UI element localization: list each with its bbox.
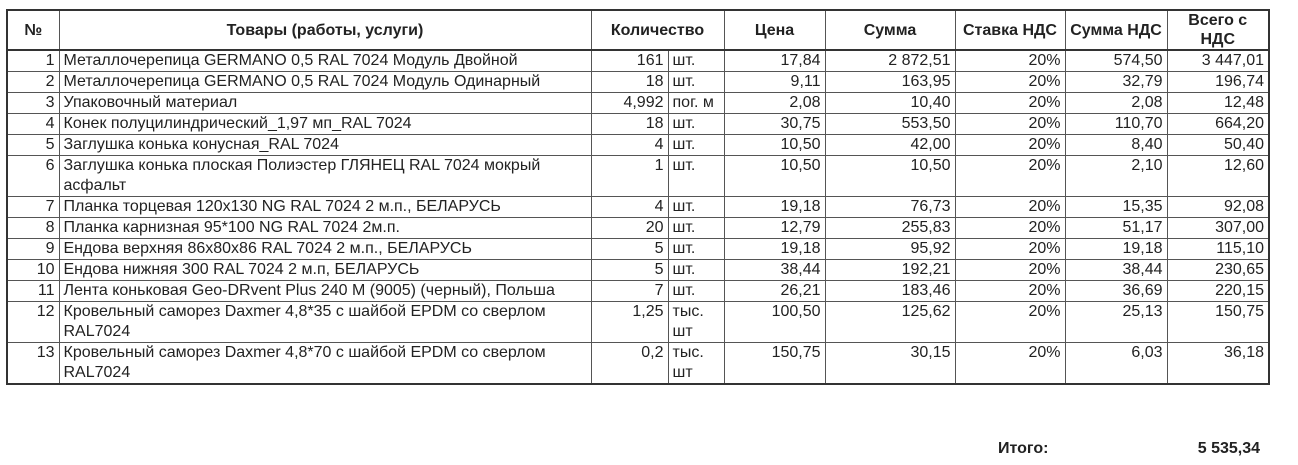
table-row xyxy=(7,239,1269,260)
cell-row-number: 8 xyxy=(7,218,59,239)
cell-product-name: Лента коньковая Geo-DRvent Plus 240 M (9005) (черный), Польша xyxy=(59,281,591,302)
cell-unit: тыс. шт xyxy=(668,302,724,343)
table-row xyxy=(7,50,1269,72)
grand-total-label: Итого: xyxy=(998,440,1049,457)
cell-total-with-vat: 12,48 xyxy=(1167,93,1269,114)
cell-vat-amount: 110,70 xyxy=(1065,114,1167,135)
cell-row-number: 10 xyxy=(7,260,59,281)
cell-vat-rate: 20% xyxy=(955,343,1065,385)
cell-price: 17,84 xyxy=(724,50,825,72)
cell-quantity: 1,25 xyxy=(591,302,668,343)
cell-unit: шт. xyxy=(668,72,724,93)
cell-price: 100,50 xyxy=(724,302,825,343)
cell-total-with-vat: 12,60 xyxy=(1167,156,1269,197)
cell-sum: 255,83 xyxy=(825,218,955,239)
cell-sum: 553,50 xyxy=(825,114,955,135)
cell-product-name: Заглушка конька плоская Полиэстер ГЛЯНЕЦ RAL 7024 мокрый асфальт xyxy=(59,156,591,197)
cell-unit: тыс. шт xyxy=(668,343,724,385)
cell-total-with-vat: 307,00 xyxy=(1167,218,1269,239)
cell-sum: 76,73 xyxy=(825,197,955,218)
cell-vat-amount: 574,50 xyxy=(1065,50,1167,72)
cell-price: 12,79 xyxy=(724,218,825,239)
cell-total-with-vat: 664,20 xyxy=(1167,114,1269,135)
cell-sum: 192,21 xyxy=(825,260,955,281)
cell-vat-rate: 20% xyxy=(955,135,1065,156)
cell-row-number: 13 xyxy=(7,343,59,385)
cell-row-number: 12 xyxy=(7,302,59,343)
cell-vat-rate: 20% xyxy=(955,197,1065,218)
grand-total-row xyxy=(0,438,1298,460)
cell-quantity: 20 xyxy=(591,218,668,239)
cell-unit: шт. xyxy=(668,260,724,281)
cell-quantity: 1 xyxy=(591,156,668,197)
table-row xyxy=(7,197,1269,218)
header-total: Всего с НДС xyxy=(1167,10,1269,50)
table-row xyxy=(7,260,1269,281)
table-row xyxy=(7,114,1269,135)
cell-row-number: 7 xyxy=(7,197,59,218)
table-row xyxy=(7,281,1269,302)
table-row xyxy=(7,135,1269,156)
cell-quantity: 5 xyxy=(591,239,668,260)
cell-price: 10,50 xyxy=(724,156,825,197)
cell-vat-rate: 20% xyxy=(955,218,1065,239)
cell-unit: шт. xyxy=(668,114,724,135)
cell-vat-amount: 51,17 xyxy=(1065,218,1167,239)
cell-quantity: 4 xyxy=(591,197,668,218)
cell-sum: 125,62 xyxy=(825,302,955,343)
cell-total-with-vat: 230,65 xyxy=(1167,260,1269,281)
table-row xyxy=(7,93,1269,114)
cell-unit: шт. xyxy=(668,218,724,239)
cell-product-name: Заглушка конька конусная_RAL 7024 xyxy=(59,135,591,156)
cell-quantity: 7 xyxy=(591,281,668,302)
table-row xyxy=(7,156,1269,197)
cell-product-name: Конек полуцилиндрический_1,97 мп_RAL 7024 xyxy=(59,114,591,135)
cell-product-name: Кровельный саморез Daxmer 4,8*70 с шайбой EPDM со сверлом RAL7024 xyxy=(59,343,591,385)
grand-total-value: 5 535,34 xyxy=(1197,440,1260,457)
cell-quantity: 0,2 xyxy=(591,343,668,385)
cell-vat-rate: 20% xyxy=(955,281,1065,302)
cell-vat-amount: 8,40 xyxy=(1065,135,1167,156)
cell-vat-rate: 20% xyxy=(955,260,1065,281)
cell-unit: шт. xyxy=(668,197,724,218)
cell-vat-amount: 15,35 xyxy=(1065,197,1167,218)
cell-vat-rate: 20% xyxy=(955,156,1065,197)
cell-sum: 2 872,51 xyxy=(825,50,955,72)
cell-row-number: 5 xyxy=(7,135,59,156)
cell-quantity: 4,992 xyxy=(591,93,668,114)
cell-quantity: 4 xyxy=(591,135,668,156)
cell-product-name: Планка карнизная 95*100 NG RAL 7024 2м.п. xyxy=(59,218,591,239)
cell-price: 38,44 xyxy=(724,260,825,281)
cell-vat-rate: 20% xyxy=(955,72,1065,93)
cell-unit: шт. xyxy=(668,239,724,260)
cell-unit: шт. xyxy=(668,281,724,302)
table-row xyxy=(7,218,1269,239)
cell-total-with-vat: 220,15 xyxy=(1167,281,1269,302)
cell-quantity: 5 xyxy=(591,260,668,281)
cell-price: 2,08 xyxy=(724,93,825,114)
invoice-table xyxy=(6,9,1270,385)
cell-product-name: Металлочерепица GERMANO 0,5 RAL 7024 Модуль Одинарный xyxy=(59,72,591,93)
header-vat: Сумма НДС xyxy=(1065,10,1167,50)
cell-total-with-vat: 115,10 xyxy=(1167,239,1269,260)
cell-unit: шт. xyxy=(668,135,724,156)
cell-price: 10,50 xyxy=(724,135,825,156)
cell-vat-rate: 20% xyxy=(955,114,1065,135)
cell-total-with-vat: 92,08 xyxy=(1167,197,1269,218)
cell-total-with-vat: 196,74 xyxy=(1167,72,1269,93)
cell-sum: 10,40 xyxy=(825,93,955,114)
cell-quantity: 18 xyxy=(591,72,668,93)
header-price: Цена xyxy=(724,10,825,50)
cell-product-name: Ендова верхняя 86x80x86 RAL 7024 2 м.п., БЕЛАРУСЬ xyxy=(59,239,591,260)
table-header-row xyxy=(7,10,1269,50)
cell-quantity: 161 xyxy=(591,50,668,72)
cell-product-name: Ендова нижняя 300 RAL 7024 2 м.п, БЕЛАРУСЬ xyxy=(59,260,591,281)
cell-row-number: 4 xyxy=(7,114,59,135)
cell-sum: 30,15 xyxy=(825,343,955,385)
header-rate: Ставка НДС xyxy=(955,10,1065,50)
cell-vat-amount: 6,03 xyxy=(1065,343,1167,385)
cell-total-with-vat: 36,18 xyxy=(1167,343,1269,385)
cell-row-number: 2 xyxy=(7,72,59,93)
cell-row-number: 1 xyxy=(7,50,59,72)
cell-total-with-vat: 3 447,01 xyxy=(1167,50,1269,72)
cell-vat-amount: 19,18 xyxy=(1065,239,1167,260)
cell-quantity: 18 xyxy=(591,114,668,135)
cell-product-name: Кровельный саморез Daxmer 4,8*35 с шайбой EPDM со сверлом RAL7024 xyxy=(59,302,591,343)
cell-price: 19,18 xyxy=(724,197,825,218)
cell-vat-rate: 20% xyxy=(955,239,1065,260)
cell-sum: 163,95 xyxy=(825,72,955,93)
cell-total-with-vat: 50,40 xyxy=(1167,135,1269,156)
cell-unit: шт. xyxy=(668,156,724,197)
cell-row-number: 11 xyxy=(7,281,59,302)
cell-vat-amount: 36,69 xyxy=(1065,281,1167,302)
header-qty: Количество xyxy=(591,10,724,50)
cell-vat-amount: 2,10 xyxy=(1065,156,1167,197)
cell-price: 30,75 xyxy=(724,114,825,135)
cell-row-number: 6 xyxy=(7,156,59,197)
cell-product-name: Планка торцевая 120x130 NG RAL 7024 2 м.п., БЕЛАРУСЬ xyxy=(59,197,591,218)
cell-sum: 10,50 xyxy=(825,156,955,197)
cell-vat-amount: 2,08 xyxy=(1065,93,1167,114)
cell-price: 26,21 xyxy=(724,281,825,302)
cell-vat-amount: 32,79 xyxy=(1065,72,1167,93)
cell-vat-rate: 20% xyxy=(955,93,1065,114)
header-sum: Сумма xyxy=(825,10,955,50)
cell-vat-amount: 38,44 xyxy=(1065,260,1167,281)
cell-product-name: Упаковочный материал xyxy=(59,93,591,114)
cell-product-name: Металлочерепица GERMANO 0,5 RAL 7024 Модуль Двойной xyxy=(59,50,591,72)
cell-vat-rate: 20% xyxy=(955,302,1065,343)
cell-unit: пог. м xyxy=(668,93,724,114)
cell-sum: 95,92 xyxy=(825,239,955,260)
cell-unit: шт. xyxy=(668,50,724,72)
cell-price: 19,18 xyxy=(724,239,825,260)
cell-price: 150,75 xyxy=(724,343,825,385)
cell-row-number: 3 xyxy=(7,93,59,114)
table-row xyxy=(7,72,1269,93)
cell-total-with-vat: 150,75 xyxy=(1167,302,1269,343)
table-row xyxy=(7,302,1269,343)
cell-sum: 42,00 xyxy=(825,135,955,156)
cell-row-number: 9 xyxy=(7,239,59,260)
header-num: № xyxy=(7,10,59,50)
cell-vat-rate: 20% xyxy=(955,50,1065,72)
cell-vat-amount: 25,13 xyxy=(1065,302,1167,343)
table-body xyxy=(7,50,1269,384)
header-goods: Товары (работы, услуги) xyxy=(59,10,591,50)
cell-sum: 183,46 xyxy=(825,281,955,302)
table-row xyxy=(7,343,1269,385)
cell-price: 9,11 xyxy=(724,72,825,93)
